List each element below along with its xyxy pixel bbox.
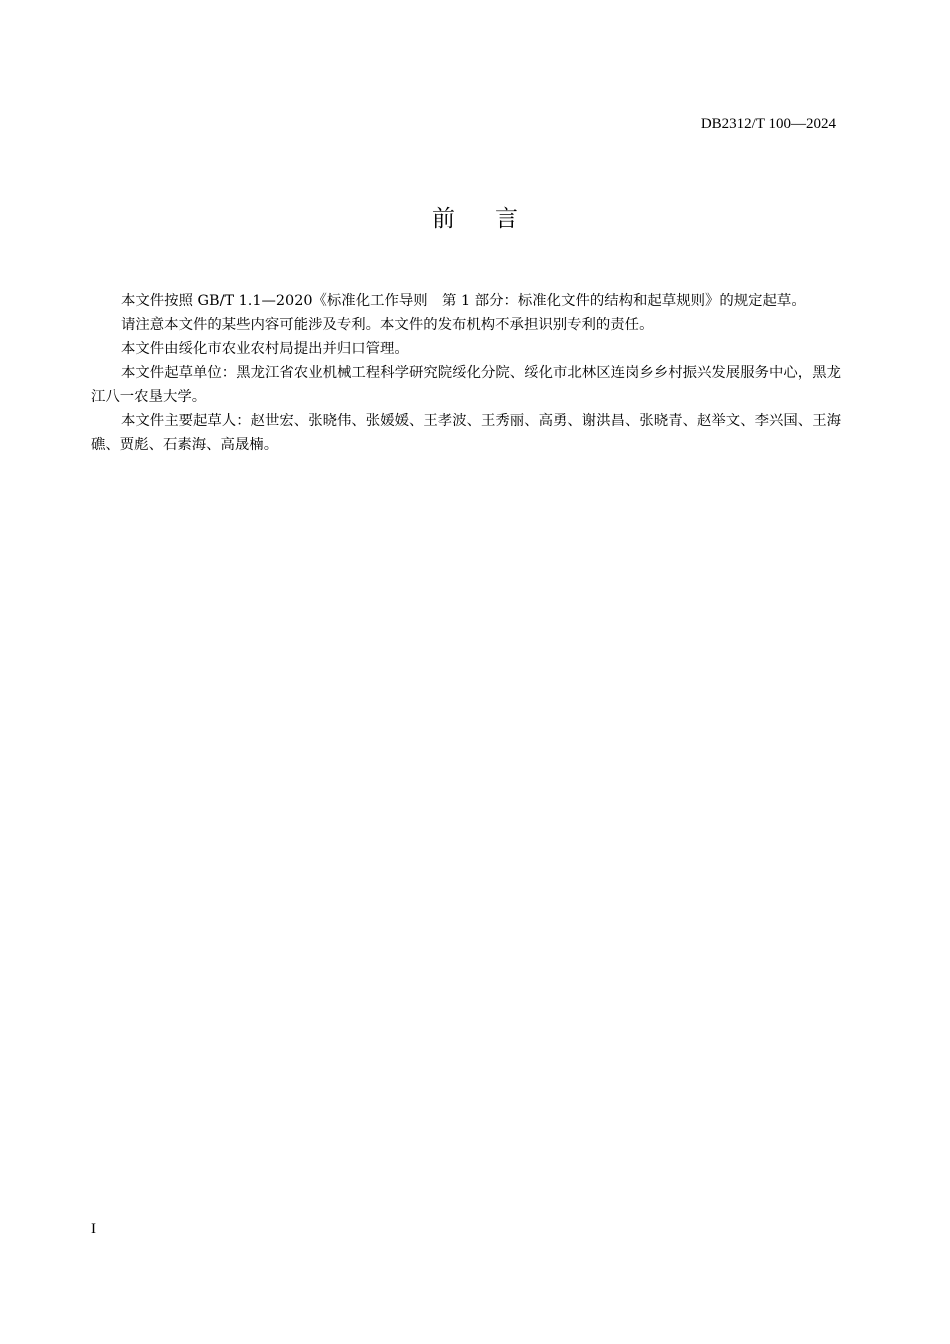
paragraph-drafting-units: 本文件起草单位：黑龙江省农业机械工程科学研究院绥化分院、绥化市北林区连岗乡乡村振兴发展服务中心，黑龙江八一农垦大学。 bbox=[91, 365, 841, 405]
page-number: I bbox=[91, 1221, 96, 1237]
paragraph-drafting-rules: 本文件按照 GB/T 1.1—2020《标准化工作导则 第 1 部分：标准化文件的结构和起草规则》的规定起草。 bbox=[121, 293, 806, 309]
page-title: 前言 bbox=[432, 206, 558, 232]
document-number: DB2312/T 100—2024 bbox=[700, 116, 836, 132]
foreword-body bbox=[91, 289, 841, 457]
paragraph-patent-notice: 请注意本文件的某些内容可能涉及专利。本文件的发布机构不承担识别专利的责任。 bbox=[121, 317, 654, 333]
paragraph-drafters: 本文件主要起草人：赵世宏、张晓伟、张媛媛、王孝波、王秀丽、高勇、谢洪昌、张晓青、赵举文、李兴国、王海礁、贾彪、石素海、高晟楠。 bbox=[91, 413, 841, 453]
paragraph-proposer: 本文件由绥化市农业农村局提出并归口管理。 bbox=[121, 341, 409, 357]
